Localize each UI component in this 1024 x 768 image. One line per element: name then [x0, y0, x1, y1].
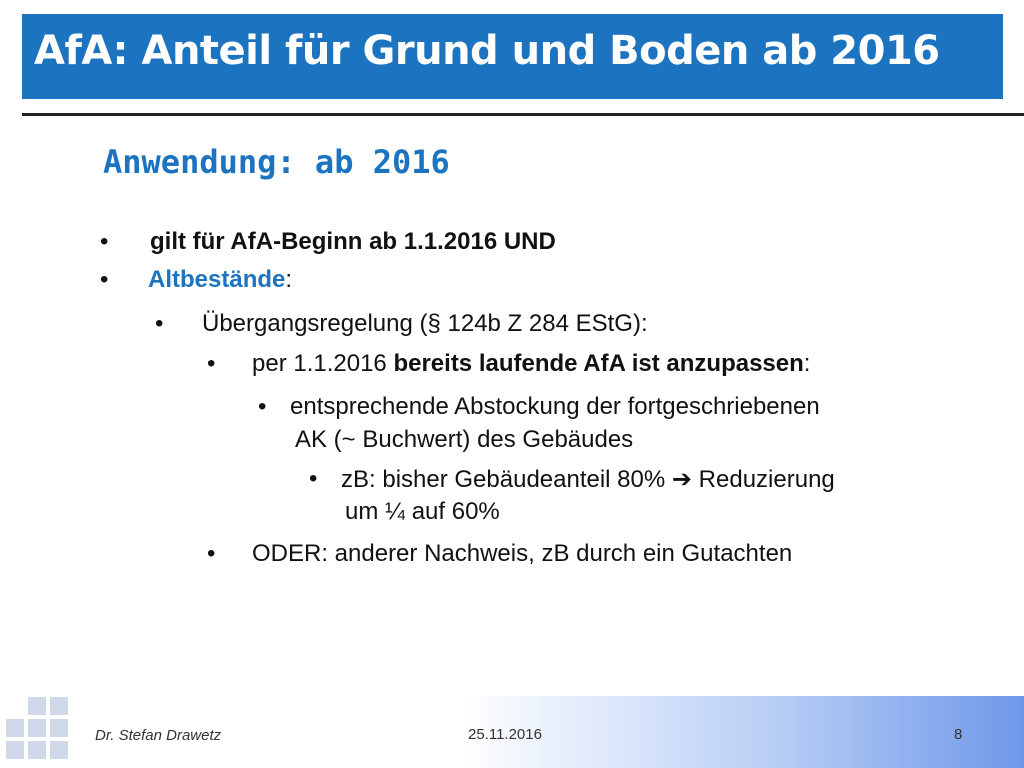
bullet-text-line2: um ¼ auf 60% [345, 498, 500, 525]
bullet-suffix: : [803, 350, 811, 377]
bullet-text: ODER: anderer Nachweis, zB durch ein Gutachten [252, 540, 793, 567]
title-divider [22, 113, 1024, 116]
bullet-text-line2: AK (~ Buchwert) des Gebäudes [295, 426, 634, 453]
footer-author: Dr. Stefan Drawetz [95, 727, 222, 744]
bullet-suffix: : [285, 266, 293, 293]
footer-date: 25.11.2016 [468, 726, 542, 743]
bullet-dot: • [309, 465, 318, 492]
bullet-text-b: Reduzierung [692, 466, 835, 493]
bullet-dot: • [258, 393, 267, 420]
slide-subtitle: Anwendung: ab 2016 [103, 143, 450, 181]
bullet-label: Altbestände [148, 266, 286, 293]
bullet-dot: • [100, 228, 109, 255]
bullet-prefix: per 1.1.2016 [252, 350, 394, 377]
bullet-dot: • [207, 540, 216, 567]
bullet-bold: bereits laufende AfA ist anzupassen [393, 350, 804, 377]
bullet-dot: • [100, 266, 109, 293]
bullet-dot: • [155, 310, 164, 337]
slide-title: AfA: Anteil für Grund und Boden ab 2016 [34, 28, 940, 74]
bullet-text-a: zB: bisher Gebäudeanteil 80% [341, 466, 672, 493]
arrow-right-icon: ➔ [671, 466, 692, 493]
bullet-dot: • [207, 350, 216, 377]
bullet-text: Übergangsregelung (§ 124b Z 284 EStG): [202, 310, 648, 337]
bullet-text: gilt für AfA-Beginn ab 1.1.2016 UND [150, 228, 556, 255]
title-bar [22, 14, 1003, 99]
bullet-text-line1: entsprechende Abstockung der fortgeschriebenen [290, 393, 820, 420]
page-number: 8 [954, 726, 963, 743]
